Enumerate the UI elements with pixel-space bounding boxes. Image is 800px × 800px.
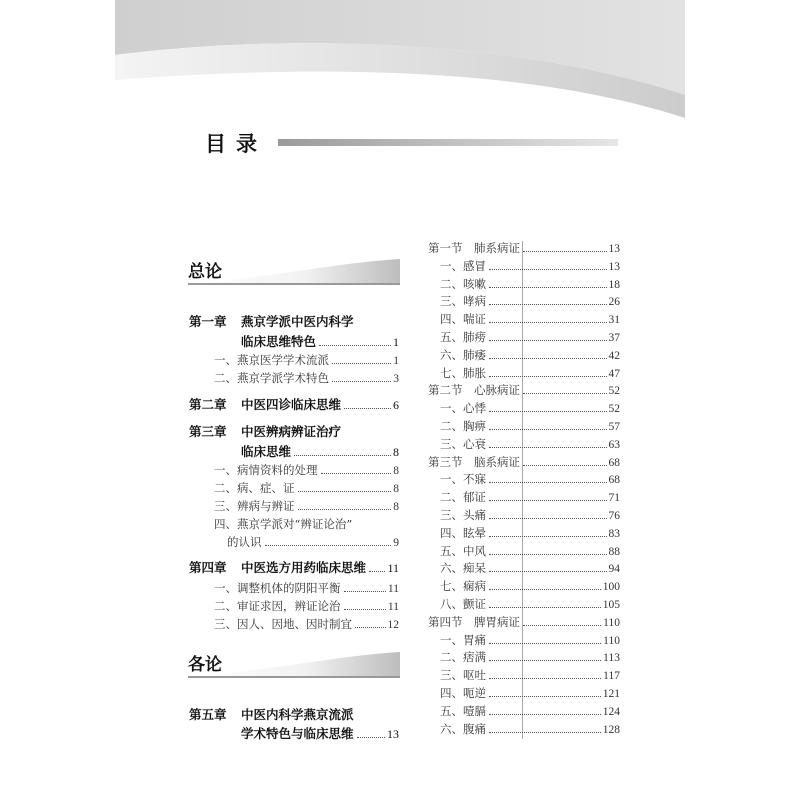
toc-item[interactable]: 五、噎膈 124 xyxy=(440,703,620,718)
section-title-general: 总论 xyxy=(188,262,222,282)
toc-item[interactable]: 二、郁证 71 xyxy=(440,490,620,505)
toc-chapter-5[interactable]: 第五章 中医内科学燕京流派 xyxy=(189,707,354,722)
toc-item[interactable]: 二、病、症、证 8 xyxy=(214,481,399,495)
toc-item[interactable]: 三、因人、因地、因时制宜 12 xyxy=(214,617,399,631)
toc-chapter-1-cont[interactable]: 临床思维特色 1 xyxy=(241,334,399,349)
toc-item[interactable]: 一、调整机体的阴阳平衡 11 xyxy=(214,581,399,595)
toc-item[interactable]: 六、痴呆 94 xyxy=(440,561,620,576)
toc-chapter-2[interactable]: 第二章 中医四诊临床思维 6 xyxy=(189,397,399,412)
toc-section[interactable]: 第四节 脾胃病证 110 xyxy=(428,614,620,629)
section-header-specific xyxy=(188,648,400,678)
toc-item[interactable]: 八、颤证 105 xyxy=(440,597,620,611)
toc-item[interactable]: 一、病情资料的处理 8 xyxy=(214,463,399,477)
toc-page xyxy=(115,0,685,800)
toc-item[interactable]: 一、燕京医学学术流派 1 xyxy=(214,353,399,367)
header-banner xyxy=(115,0,685,140)
toc-item[interactable]: 五、肺痨 37 xyxy=(440,330,620,344)
toc-item[interactable]: 三、头痛 76 xyxy=(440,508,620,522)
toc-item[interactable]: 二、痞满 113 xyxy=(440,650,620,665)
toc-item[interactable]: 五、中风 88 xyxy=(440,543,620,558)
toc-item[interactable]: 三、辨病与辨证 8 xyxy=(214,499,399,513)
toc-item[interactable]: 六、肺痿 42 xyxy=(440,347,620,362)
toc-item[interactable]: 二、咳嗽 18 xyxy=(440,276,620,291)
toc-item-cont[interactable]: 的认识 9 xyxy=(227,535,399,549)
toc-section[interactable]: 第一节 肺系病证 13 xyxy=(428,241,620,255)
toc-item[interactable]: 二、胸痹 57 xyxy=(440,419,620,433)
toc-item[interactable]: 三、呕吐 117 xyxy=(440,668,620,683)
toc-item[interactable]: 四、喘证 31 xyxy=(440,312,620,327)
toc-chapter-1[interactable]: 第一章 燕京学派中医内科学 xyxy=(189,314,354,329)
section-title-specific: 各论 xyxy=(188,655,222,675)
toc-item[interactable]: 七、肺胀 47 xyxy=(440,365,620,380)
toc-item[interactable]: 四、呃逆 121 xyxy=(440,686,620,700)
toc-section[interactable]: 第三节 脑系病证 68 xyxy=(428,454,620,469)
toc-section[interactable]: 第二节 心脉病证 52 xyxy=(428,383,620,398)
toc-item[interactable]: 一、不寐 68 xyxy=(440,472,620,487)
toc-item[interactable]: 二、审证求因，辨证论治 11 xyxy=(214,599,399,613)
toc-chapter-3[interactable]: 第三章 中医辨病辨证治疗 xyxy=(189,424,342,439)
toc-item[interactable]: 三、心衰 63 xyxy=(440,436,620,451)
toc-chapter-5-cont[interactable]: 学术特色与临床思维 13 xyxy=(241,726,399,741)
toc-item[interactable]: 六、腹痛 128 xyxy=(440,721,620,736)
page-title: 目录 xyxy=(205,132,267,156)
section-header-general xyxy=(188,255,400,285)
toc-item[interactable]: 三、哮病 26 xyxy=(440,294,620,309)
toc-item[interactable]: 七、痫病 100 xyxy=(440,579,620,594)
toc-chapter-4[interactable]: 第四章 中医选方用药临床思维 11 xyxy=(189,560,399,575)
toc-item[interactable]: 四、眩晕 83 xyxy=(440,525,620,540)
toc-chapter-3-cont[interactable]: 临床思维 8 xyxy=(241,444,399,459)
toc-item[interactable]: 一、心悸 52 xyxy=(440,401,620,416)
toc-item[interactable]: 一、感冒 13 xyxy=(440,258,620,273)
toc-item[interactable]: 四、燕京学派对“辨证论治” xyxy=(214,517,353,531)
toc-item[interactable]: 一、胃痛 110 xyxy=(440,632,620,647)
title-rule xyxy=(278,139,618,146)
toc-item[interactable]: 二、燕京学派学术特色 3 xyxy=(214,371,399,385)
